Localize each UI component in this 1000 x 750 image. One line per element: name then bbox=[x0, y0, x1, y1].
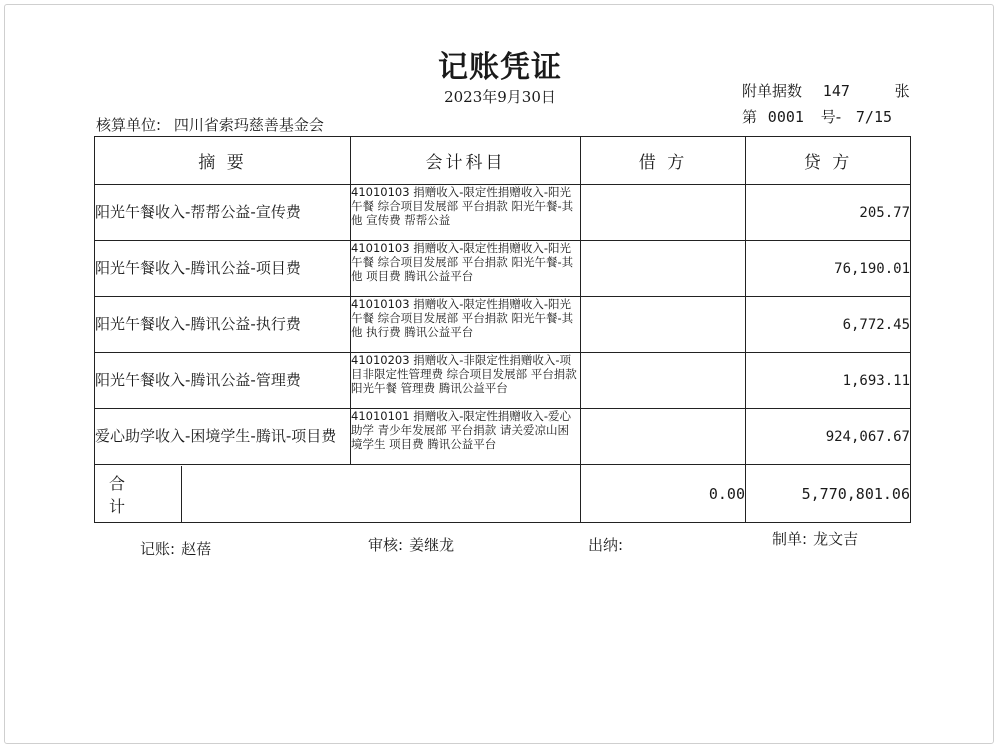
row-debit bbox=[581, 241, 746, 297]
total-label-cell bbox=[95, 465, 581, 523]
row-credit: 1,693.11 bbox=[746, 353, 911, 409]
total-blank bbox=[182, 466, 580, 522]
voucher-number-info bbox=[742, 106, 892, 127]
unit-label: 核算单位: bbox=[96, 116, 162, 134]
voucher-prefix: 第 bbox=[742, 108, 758, 126]
column-header-summary: 摘 要 bbox=[95, 137, 351, 185]
attachments-label: 附单据数 bbox=[742, 82, 803, 100]
voucher-number: 0001 bbox=[767, 108, 804, 126]
voucher-page: 7/15 bbox=[855, 108, 893, 126]
table-row bbox=[95, 409, 911, 465]
voucher-table bbox=[94, 136, 911, 523]
bookkeeper-name: 赵蓓 bbox=[181, 540, 212, 558]
table-header-row bbox=[95, 137, 911, 185]
column-header-account: 会计科目 bbox=[351, 137, 581, 185]
row-summary: 阳光午餐收入-腾讯公益-执行费 bbox=[95, 297, 351, 353]
row-debit bbox=[581, 353, 746, 409]
row-summary: 阳光午餐收入-帮帮公益-宣传费 bbox=[95, 185, 351, 241]
cashier-label: 出纳: bbox=[588, 536, 624, 554]
table-row bbox=[95, 353, 911, 409]
attachments-unit: 张 bbox=[894, 82, 910, 100]
row-credit: 924,067.67 bbox=[746, 409, 911, 465]
table-row bbox=[95, 297, 911, 353]
cashier-signature bbox=[588, 534, 629, 555]
row-debit bbox=[581, 297, 746, 353]
reviewer-name: 姜继龙 bbox=[409, 536, 455, 554]
preparer-signature bbox=[772, 528, 858, 549]
reviewer-label: 审核: bbox=[368, 536, 404, 554]
row-account: 41010103 捐赠收入-限定性捐赠收入-阳光午餐 综合项目发展部 平台捐款 阳光午餐-其他 宣传费 帮帮公益 bbox=[351, 185, 581, 241]
row-credit: 205.77 bbox=[746, 185, 911, 241]
reviewer-signature bbox=[368, 534, 454, 555]
total-debit: 0.00 bbox=[581, 465, 746, 523]
row-credit: 6,772.45 bbox=[746, 297, 911, 353]
row-debit bbox=[581, 185, 746, 241]
row-account: 41010101 捐赠收入-限定性捐赠收入-爱心助学 青少年发展部 平台捐款 请关爱凉山困境学生 项目费 腾讯公益平台 bbox=[351, 409, 581, 465]
row-summary: 阳光午餐收入-腾讯公益-管理费 bbox=[95, 353, 351, 409]
accounting-unit bbox=[96, 114, 324, 135]
voucher-mid: 号- bbox=[820, 108, 842, 126]
voucher-date: 2023年9月30日 bbox=[444, 88, 556, 106]
row-account: 41010203 捐赠收入-非限定性捐赠收入-项目非限定性管理费 综合项目发展部 平台捐款 阳光午餐 管理费 腾讯公益平台 bbox=[351, 353, 581, 409]
column-header-debit: 借 方 bbox=[581, 137, 746, 185]
bookkeeper-signature bbox=[140, 538, 211, 559]
row-summary: 阳光午餐收入-腾讯公益-项目费 bbox=[95, 241, 351, 297]
column-header-credit: 贷 方 bbox=[746, 137, 911, 185]
voucher-title: 记账凭证 bbox=[438, 50, 562, 85]
row-debit bbox=[581, 409, 746, 465]
total-row bbox=[95, 465, 911, 523]
row-account: 41010103 捐赠收入-限定性捐赠收入-阳光午餐 综合项目发展部 平台捐款 阳光午餐-其他 项目费 腾讯公益平台 bbox=[351, 241, 581, 297]
unit-name: 四川省索玛慈善基金会 bbox=[173, 116, 324, 134]
attachments-info bbox=[742, 80, 910, 101]
attachments-count: 147 bbox=[822, 82, 850, 100]
bookkeeper-label: 记账: bbox=[140, 540, 176, 558]
preparer-label: 制单: bbox=[772, 530, 808, 548]
row-credit: 76,190.01 bbox=[746, 241, 911, 297]
table-row bbox=[95, 185, 911, 241]
preparer-name: 龙文吉 bbox=[813, 530, 859, 548]
row-account: 41010103 捐赠收入-限定性捐赠收入-阳光午餐 综合项目发展部 平台捐款 阳光午餐-其他 执行费 腾讯公益平台 bbox=[351, 297, 581, 353]
total-credit: 5,770,801.06 bbox=[746, 465, 911, 523]
row-summary: 爱心助学收入-困境学生-腾讯-项目费 bbox=[95, 409, 351, 465]
table-row bbox=[95, 241, 911, 297]
total-label: 合 计 bbox=[95, 466, 182, 522]
